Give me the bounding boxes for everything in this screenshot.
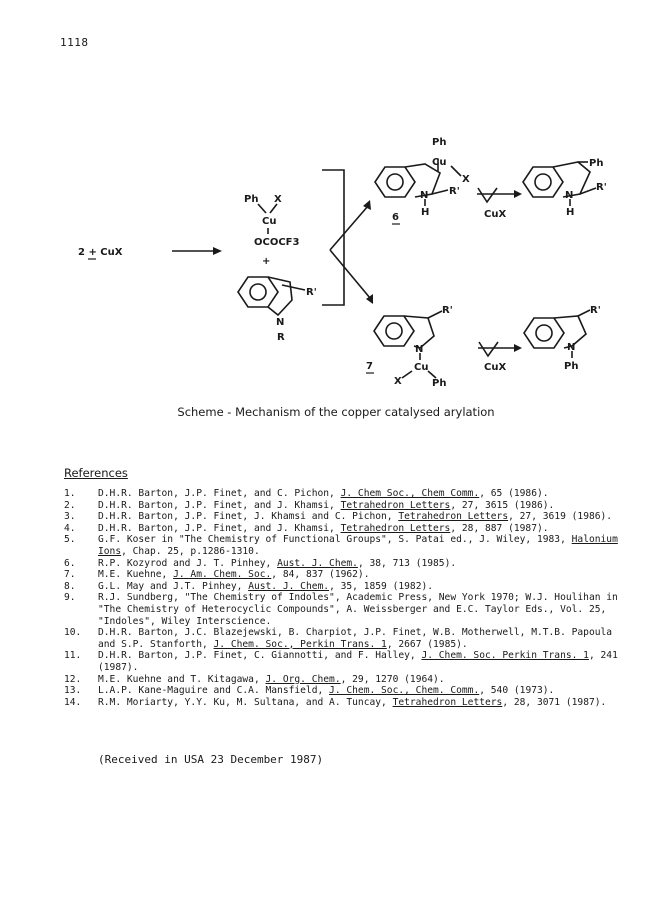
reference-citation: , 2667 (1985).: [386, 638, 468, 650]
reference-journal: J. Org. Chem.: [265, 673, 341, 685]
reference-text: [98, 592, 624, 627]
reference-text: [98, 674, 624, 686]
reference-number: 7.: [64, 569, 76, 581]
reference-authors: D.H.R. Barton, J.P. Finet, J. Khamsi and C. Pichon,: [98, 511, 399, 523]
top-h: H: [421, 207, 430, 218]
top-product-ring: [523, 167, 563, 197]
reference-item: [64, 697, 624, 709]
reference-item: [64, 523, 624, 535]
reference-item: [64, 511, 624, 523]
bottom-product-ring: [524, 318, 564, 348]
reaction-scheme: [0, 120, 672, 410]
reference-number: 5.: [64, 534, 76, 546]
reference-journal: Tetrahedron Letters: [398, 511, 509, 523]
complex-ph: Ph: [244, 194, 259, 205]
reference-number: 9.: [64, 592, 76, 604]
reference-journal: J. Chem. Soc., Chem. Comm.: [329, 685, 480, 697]
reference-authors: D.H.R. Barton, J.P. Finet, and J. Khamsi,: [98, 499, 341, 511]
reference-text: [98, 511, 624, 523]
reference-text: [98, 650, 624, 673]
bottom-product-r-prime: R': [590, 305, 601, 316]
complex-x: X: [274, 194, 282, 205]
reference-authors: D.H.R. Barton, J.P. Finet, and C. Pichon,: [98, 488, 341, 499]
reference-text: [98, 627, 624, 650]
indole-r: R: [277, 332, 285, 343]
reference-journal: J. Am. Chem. Soc.: [173, 569, 272, 581]
reference-authors: G.L. May and J.T. Pinhey,: [98, 580, 249, 592]
top-cu: Cu: [432, 157, 447, 168]
reference-citation: , 35, 1859 (1982).: [329, 580, 434, 592]
reference-number: 10.: [64, 627, 82, 639]
top-x: X: [462, 174, 470, 185]
references-heading: References: [64, 466, 128, 480]
page-number: 1118: [60, 36, 89, 49]
indole-r-prime: R': [306, 287, 317, 298]
reference-number: 1.: [64, 488, 76, 499]
reference-citation: , 65 (1986).: [479, 488, 549, 499]
bottom-cux: CuX: [484, 362, 507, 373]
reference-citation: , 241 (1987).: [98, 650, 618, 673]
reference-authors: R.M. Moriarty, Y.Y. Ku, M. Sultana, and A. Tuncay,: [98, 696, 393, 708]
reference-text: [98, 500, 624, 512]
reference-journal: Tetrahedron Letters: [340, 499, 451, 511]
top-product-n: N: [565, 190, 574, 201]
top-product-r-prime: R': [596, 182, 607, 193]
bottom-cu: Cu: [414, 362, 429, 373]
reference-authors: R.P. Kozyrod and J. T. Pinhey,: [98, 557, 278, 569]
top-product-h: H: [566, 207, 575, 218]
reference-number: 12.: [64, 673, 82, 685]
top-cux: CuX: [484, 209, 507, 220]
reference-authors: L.A.P. Kane-Maguire and C.A. Mansfield,: [98, 685, 330, 697]
reference-number: 3.: [64, 511, 76, 523]
reference-citation: , 29, 1270 (1964).: [340, 673, 445, 685]
reference-journal: Aust. J. Chem.: [248, 580, 330, 592]
compound-6-label: 6: [392, 212, 399, 223]
reference-citation: , Chap. 25, p.1286-1310.: [121, 545, 260, 557]
central-indole-ring: [238, 277, 278, 307]
reactant-label: 2 + CuX: [78, 247, 123, 258]
scheme-drawing: [0, 120, 672, 410]
bottom-n: N: [415, 344, 424, 355]
top-r-prime: R': [449, 186, 460, 197]
reference-citation: , 27, 3619 (1986).: [508, 511, 613, 523]
reference-text: [98, 685, 624, 697]
reference-number: 14.: [64, 696, 82, 708]
received-note: (Received in USA 23 December 1987): [98, 753, 324, 766]
reference-item: [64, 500, 624, 512]
reference-number: 4.: [64, 522, 76, 534]
reference-number: 11.: [64, 650, 82, 662]
bottom-r-prime: R': [442, 305, 453, 316]
top-ph: Ph: [432, 137, 447, 148]
reference-item: [64, 581, 624, 593]
reference-authors: D.H.R. Barton, J.P. Finet, and J. Khamsi,: [98, 522, 341, 534]
intermediate-7-ring: [374, 316, 414, 346]
reference-citation: , 27, 3615 (1986).: [450, 499, 555, 511]
bottom-x: X: [394, 376, 402, 387]
reference-item: [64, 685, 624, 697]
reference-number: 6.: [64, 557, 76, 569]
reference-journal: J. Chem. Soc., Perkin Trans. 1: [213, 638, 387, 650]
reference-citation: , 84, 837 (1962).: [271, 569, 370, 581]
reference-text: [98, 569, 624, 581]
reference-item: [64, 569, 624, 581]
reference-authors: R.J. Sundberg, "The Chemistry of Indoles", Academic Press, New York 1970; W.J. Houlihan in "The Chemistry of Heterocyclic Compounds", A. Weissberger and E.C. Taylor Eds., Vol. 25, "Indoles", Wiley Interscience.: [98, 592, 618, 627]
reference-citation: , 540 (1973).: [479, 685, 555, 697]
reference-journal: Tetrahedron Letters: [340, 522, 451, 534]
reference-journal: Halonium Ions: [98, 534, 618, 557]
bottom-ph: Ph: [432, 378, 447, 389]
references-list: [64, 488, 624, 708]
reference-authors: D.H.R. Barton, J.C. Blazejewski, B. Charpiot, J.P. Finet, W.B. Motherwell, M.T.B. Papoula and S.P. Stanforth,: [98, 627, 613, 650]
reference-text: [98, 488, 624, 500]
intermediate-6-ring: [375, 167, 415, 197]
reference-journal: J. Chem. Soc. Perkin Trans. 1: [421, 650, 589, 662]
reference-authors: G.F. Koser in "The Chemistry of Functional Groups", S. Patai ed., J. Wiley, 1983,: [98, 534, 572, 546]
complex-ococf3: OCOCF3: [254, 237, 300, 248]
reference-text: [98, 697, 624, 709]
reference-authors: D.H.R. Barton, J.P. Finet, C. Giannotti, and F. Halley,: [98, 650, 422, 662]
reference-item: [64, 592, 624, 627]
reference-item: [64, 488, 624, 500]
reference-item: [64, 558, 624, 570]
reference-authors: M.E. Kuehne and T. Kitagawa,: [98, 673, 266, 685]
reference-number: 2.: [64, 499, 76, 511]
top-n: N: [420, 190, 429, 201]
compound-7-label: 7: [366, 361, 373, 372]
reference-citation: , 28, 3071 (1987).: [502, 696, 607, 708]
bottom-product-n: N: [567, 342, 576, 353]
reference-item: [64, 627, 624, 650]
reference-journal: J. Chem Soc., Chem Comm.: [340, 488, 480, 499]
scheme-plus: +: [262, 256, 271, 267]
reference-item: [64, 674, 624, 686]
reference-item: [64, 534, 624, 557]
reference-text: [98, 534, 624, 557]
reference-text: [98, 581, 624, 593]
reference-citation: , 38, 713 (1985).: [357, 557, 457, 569]
indole-n: N: [276, 317, 285, 328]
complex-cu: Cu: [262, 216, 277, 227]
reference-number: 13.: [64, 685, 82, 697]
top-product-ph: Ph: [589, 158, 604, 169]
reference-citation: , 28, 887 (1987).: [450, 522, 549, 534]
reference-journal: Tetrahedron Letters: [392, 696, 503, 708]
reference-authors: M.E. Kuehne,: [98, 569, 174, 581]
reference-item: [64, 650, 624, 673]
reference-journal: Aust. J. Chem.: [277, 557, 358, 569]
scheme-caption: Scheme - Mechanism of the copper catalysed arylation: [177, 405, 495, 419]
reference-text: [98, 558, 624, 570]
reference-text: [98, 523, 624, 535]
bottom-product-ph: Ph: [564, 361, 579, 372]
reference-number: 8.: [64, 580, 76, 592]
